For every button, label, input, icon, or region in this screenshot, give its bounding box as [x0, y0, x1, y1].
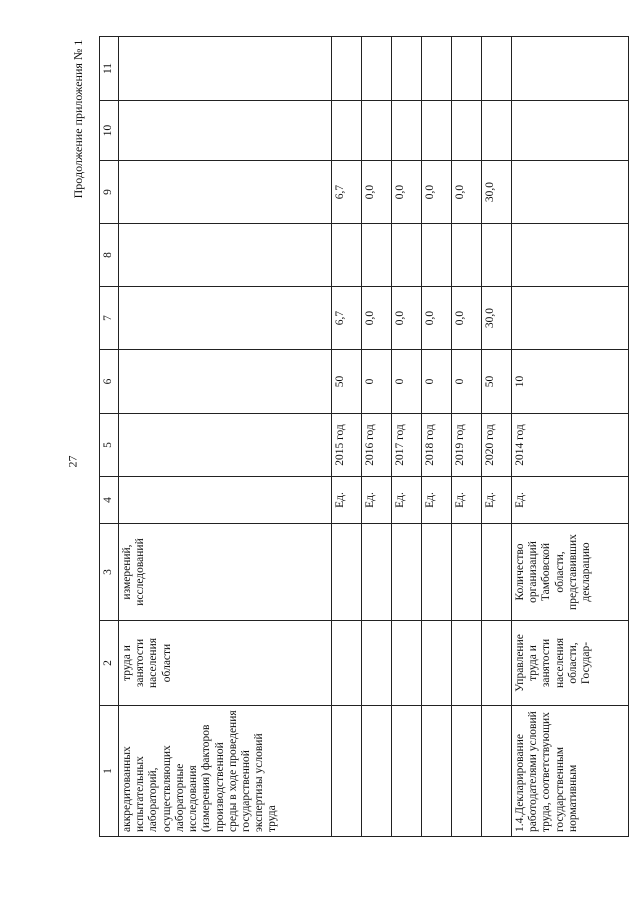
unit-cell: Ед. [332, 477, 362, 524]
value-cell: 0,0 [452, 161, 482, 224]
value-cell: 0,0 [452, 287, 482, 350]
table-row [392, 37, 422, 837]
value-cell: 30,0 [482, 161, 512, 224]
value-cell: 0,0 [422, 287, 452, 350]
header-cell: 1 [100, 706, 119, 837]
header-cell: 2 [100, 621, 119, 706]
value-cell: 50 [482, 350, 512, 414]
indicator-name-cell: аккредитованных испытательных лабораторий, осуществляющих лабораторные исследования (измерения) факторов производственной среды в ходе проведения государственной экспертизы условий труда [119, 706, 332, 837]
value-cell: 0 [422, 350, 452, 414]
value-cell: 0,0 [362, 161, 392, 224]
unit-cell: Ед. [482, 477, 512, 524]
responsible-cell: труда и занятости населения области [119, 621, 332, 706]
indicator-name-cell: 1.4.Декларирование работодателями условий труда, соответствующих государственным нормативным [512, 706, 629, 837]
value-cell: 0,0 [422, 161, 452, 224]
table-row [512, 37, 629, 837]
table-row [362, 37, 392, 837]
responsible-cell: Управление труда и занятости населения области, Государ- [512, 621, 629, 706]
header-cell: 7 [100, 287, 119, 350]
table-row [119, 37, 332, 837]
value-cell: 6,7 [332, 161, 362, 224]
header-cell: 10 [100, 101, 119, 161]
header-cell: 8 [100, 224, 119, 287]
header-cell: 6 [100, 350, 119, 414]
table-row [482, 37, 512, 837]
unit-cell: Ед. [452, 477, 482, 524]
value-cell: 6,7 [332, 287, 362, 350]
table-row [422, 37, 452, 837]
value-cell: 0,0 [362, 287, 392, 350]
value-cell: 50 [332, 350, 362, 414]
year-cell: 2018 год [422, 414, 452, 477]
indicator-cell: Количество организаций Тамбовской области, представивших декларацию [512, 524, 629, 621]
column-number-row [100, 37, 119, 837]
year-cell: 2015 год [332, 414, 362, 477]
unit-cell: Ед. [362, 477, 392, 524]
value-cell: 30,0 [482, 287, 512, 350]
page-number: 27 [65, 455, 80, 468]
table-row [452, 37, 482, 837]
value-cell: 0 [452, 350, 482, 414]
year-cell: 2016 год [362, 414, 392, 477]
header-cell: 3 [100, 524, 119, 621]
table-row [332, 37, 362, 837]
indicator-cell: измерений, исследований [119, 524, 332, 621]
year-cell: 2014 год [512, 414, 629, 477]
year-cell: 2017 год [392, 414, 422, 477]
header-cell: 4 [100, 477, 119, 524]
unit-cell: Ед. [512, 477, 629, 524]
indicator-table [99, 36, 629, 837]
continuation-caption: Продолжение приложения № 1 [71, 39, 85, 199]
year-cell: 2019 год [452, 414, 482, 477]
header-cell: 5 [100, 414, 119, 477]
unit-cell: Ед. [422, 477, 452, 524]
header-cell: 9 [100, 161, 119, 224]
value-cell: 0 [392, 350, 422, 414]
year-cell: 2020 год [482, 414, 512, 477]
value-cell: 0 [362, 350, 392, 414]
value-cell: 10 [512, 350, 629, 414]
rotated-table-container [99, 37, 593, 837]
value-cell: 0,0 [392, 287, 422, 350]
unit-cell: Ед. [392, 477, 422, 524]
header-cell: 11 [100, 37, 119, 101]
value-cell: 0,0 [392, 161, 422, 224]
